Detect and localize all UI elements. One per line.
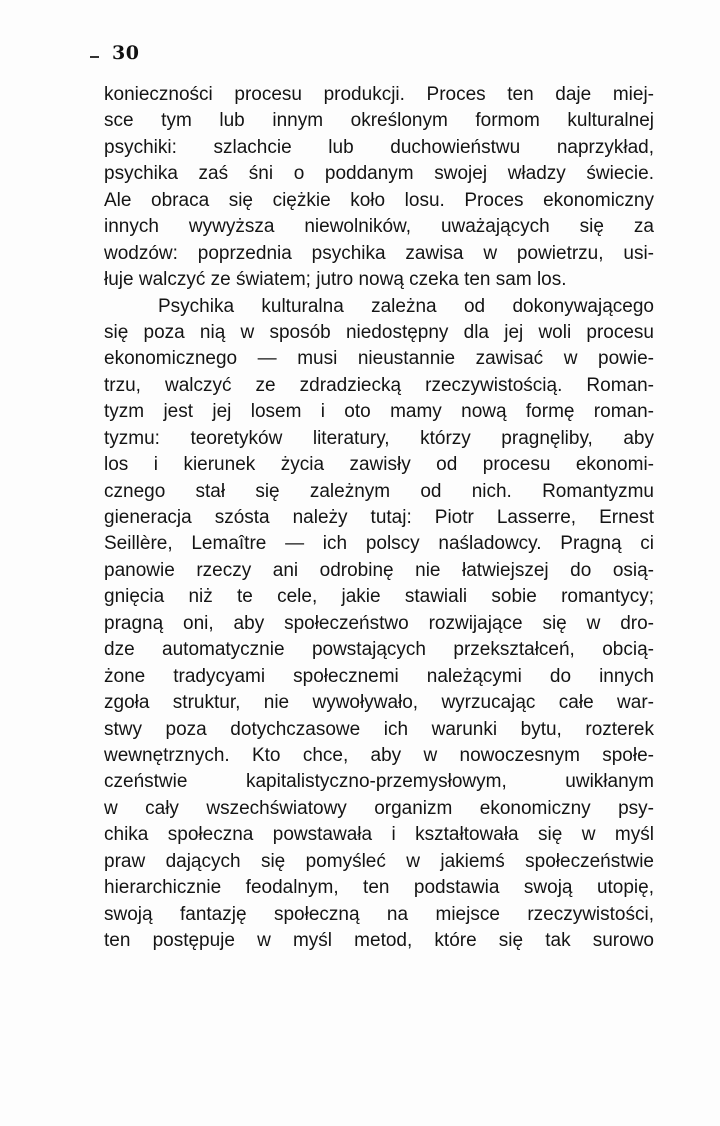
text-line: swoją fantazję społeczną na miejsce rzeczywistości, bbox=[104, 903, 654, 925]
text-line: trzu, walczyć ze zdradziecką rzeczywistością. Roman- bbox=[104, 374, 654, 396]
text-line: żone tradycyami społecznemi należącymi do innych bbox=[104, 665, 654, 687]
text-line: los i kierunek życia zawisły od procesu ekonomi- bbox=[104, 454, 654, 476]
text-line: innych wywyższa niewolników, uważających się za bbox=[104, 216, 654, 238]
text-line: dze automatycznie powstających przekształceń, obcią- bbox=[104, 639, 654, 661]
text-line: wodzów: poprzednia psychika zawisa w powietrzu, usi- bbox=[104, 242, 654, 264]
text-line: zgoła struktur, nie wywoływało, wyrzucając całe war- bbox=[104, 692, 654, 714]
text-line: w cały wszechświatowy organizm ekonomiczny psy- bbox=[104, 797, 654, 819]
margin-mark bbox=[90, 56, 99, 58]
text-line: chika społeczna powstawała i kształtowała się w myśl bbox=[104, 824, 654, 846]
text-line: cznego stał się zależnym od nich. Romantyzmu bbox=[104, 480, 654, 502]
text-line: pragną oni, aby społeczeństwo rozwijające się w dro- bbox=[104, 612, 654, 634]
paragraph-start-line: Psychika kulturalna zależna od dokonywającego bbox=[158, 295, 654, 317]
text-line: Seillère, Lemaître — ich polscy naśladowcy. Pragną ci bbox=[104, 533, 654, 555]
text-line: tyzm jest jej losem i oto mamy nową formę roman- bbox=[104, 401, 654, 423]
text-line: panowie rzeczy ani odrobinę nie łatwiejszej do osią- bbox=[104, 559, 654, 581]
text-line: stwy poza dotychczasowe ich warunki bytu, rozterek bbox=[104, 718, 654, 740]
text-line: wewnętrznych. Kto chce, aby w nowoczesnym społe- bbox=[104, 744, 654, 766]
text-line: sce tym lub innym określonym formom kulturalnej bbox=[104, 110, 654, 132]
text-line: się poza nią w sposób niedostępny dla jej woli procesu bbox=[104, 321, 654, 343]
text-line: gnięcia niż te cele, jakie stawiali sobie romantycy; bbox=[104, 586, 654, 608]
text-line: konieczności procesu produkcji. Proces ten daje miej- bbox=[104, 84, 654, 105]
text-line: łuje walczyć ze światem; jutro nową czeka ten sam los. bbox=[104, 269, 567, 291]
text-line: ten postępuje w myśl metod, które się tak surowo bbox=[104, 930, 654, 951]
text-line: psychiki: szlachcie lub duchowieństwu naprzykład, bbox=[104, 136, 654, 158]
text-line: gieneracja szósta należy tutaj: Piotr Lasserre, Ernest bbox=[104, 507, 654, 528]
text-line: ekonomicznego — musi nieustannie zawisać w powie- bbox=[104, 348, 654, 370]
text-line: Ale obraca się ciężkie koło losu. Proces ekonomiczny bbox=[104, 189, 654, 211]
text-line: psychika zaś śni o poddanym swojej władzy świecie. bbox=[104, 163, 654, 185]
text-line: tyzmu: teoretyków literatury, którzy pragnęliby, aby bbox=[104, 427, 654, 449]
page-number: 30 bbox=[112, 42, 140, 64]
text-line: czeństwie kapitalistyczno-przemysłowym, uwikłanym bbox=[104, 771, 654, 793]
text-line: hierarchicznie feodalnym, ten podstawia swoją utopię, bbox=[104, 877, 654, 899]
text-line: praw dających się pomyśleć w jakiemś społeczeństwie bbox=[104, 850, 654, 872]
body-text bbox=[104, 82, 654, 954]
